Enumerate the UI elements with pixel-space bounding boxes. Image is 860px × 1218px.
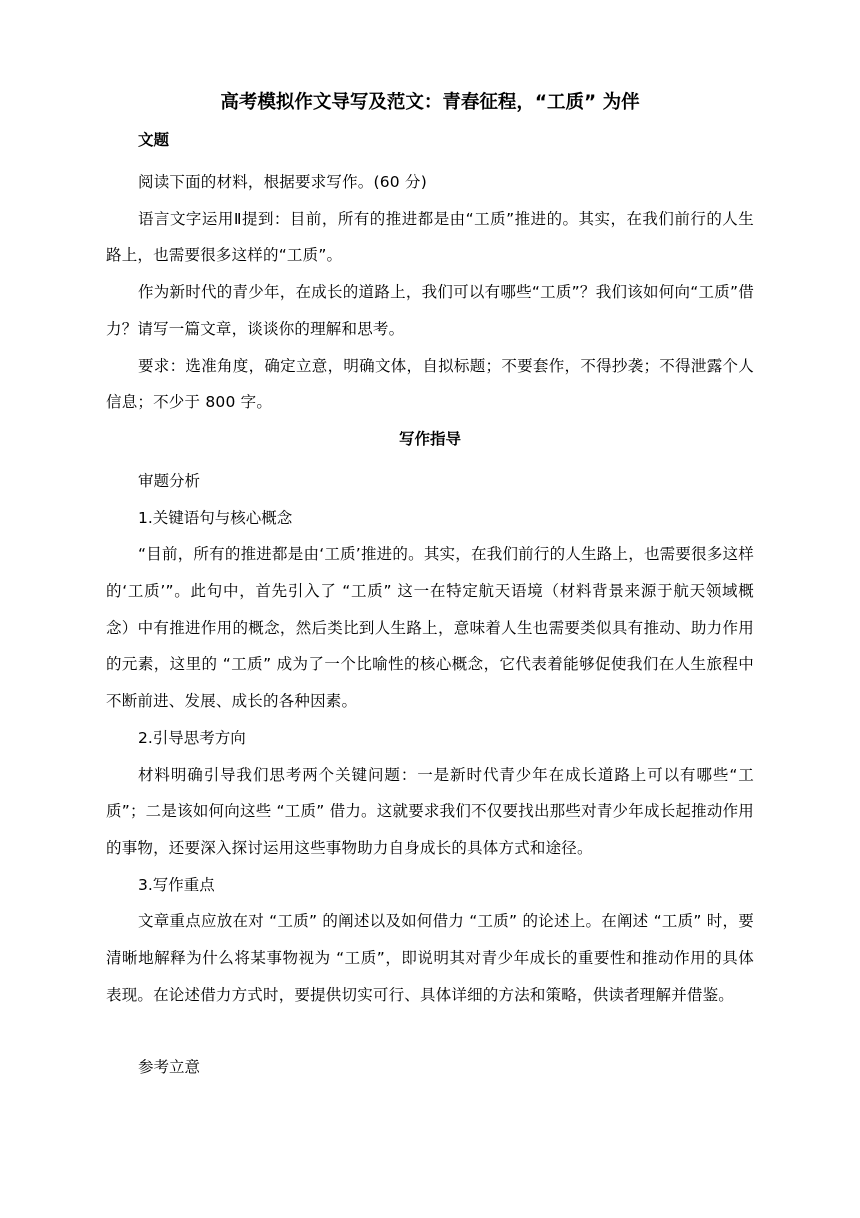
point2-title: 2.引导思考方向 <box>138 728 246 747</box>
point3-body: 文章重点应放在对 “工质” 的阐述以及如何借力 “工质” 的论述上。在阐述 “工质” 时，要清晰地解释为什么将某事物视为 “工质”，即说明其对青少年成长的重要性和推动作用的具体表现。在论述借力方式时，要提供切实可行、具体详细的方法和策略，供读者理解并借鉴。 <box>106 912 754 1004</box>
prompt-requirements: 要求：选准角度，确定立意，明确文体，自拟标题；不要套作，不得抄袭；不得泄露个人信息；不少于 800 字。 <box>106 356 754 412</box>
reference-label: 参考立意 <box>138 1058 201 1077</box>
guide-heading: 写作指导 <box>398 429 461 448</box>
point2-body: 材料明确引导我们思考两个关键问题：一是新时代青少年在成长道路上可以有哪些“工质”；二是该如何向这些 “工质” 借力。这就要求我们不仅要找出那些对青少年成长起推动作用的事物，还要深入探讨运用这些事物助力自身成长的具体方式和途径。 <box>106 765 754 857</box>
document-title: 高考模拟作文导写及范文：青春征程，“工质” 为伴 <box>220 92 640 113</box>
prompt-material-1: 语言文字运用Ⅱ提到：目前，所有的推进都是由“工质”推进的。其实，在我们前行的人生路上，也需要很多这样的“工质”。 <box>106 209 754 265</box>
point1-title: 1.关键语句与核心概念 <box>138 508 293 527</box>
prompt-intro: 阅读下面的材料，根据要求写作。(60 分) <box>138 173 427 191</box>
prompt-material-2: 作为新时代的青少年，在成长的道路上，我们可以有哪些“工质”？我们该如何向“工质”借力？请写一篇文章，谈谈你的理解和思考。 <box>106 283 754 338</box>
section-label-topic: 文题 <box>138 131 170 149</box>
point3-title: 3.写作重点 <box>138 875 215 894</box>
point1-body: “目前，所有的推进都是由‘工质’推进的。其实，在我们前行的人生路上，也需要很多这样的‘工质’”。此句中，首先引入了 “工质” 这一在特定航天语境（材料背景来源于航天领域概念）中有推进作用的概念，然后类比到人生路上，意味着人生也需要类似具有推动、助力作用的元素，这里的 “工质” 成为了一个比喻性的核心概念，它代表着能够促使我们在人生旅程中不断前进、发展、成长的各种因素。 <box>106 545 754 711</box>
analysis-label: 审题分析 <box>138 471 201 490</box>
